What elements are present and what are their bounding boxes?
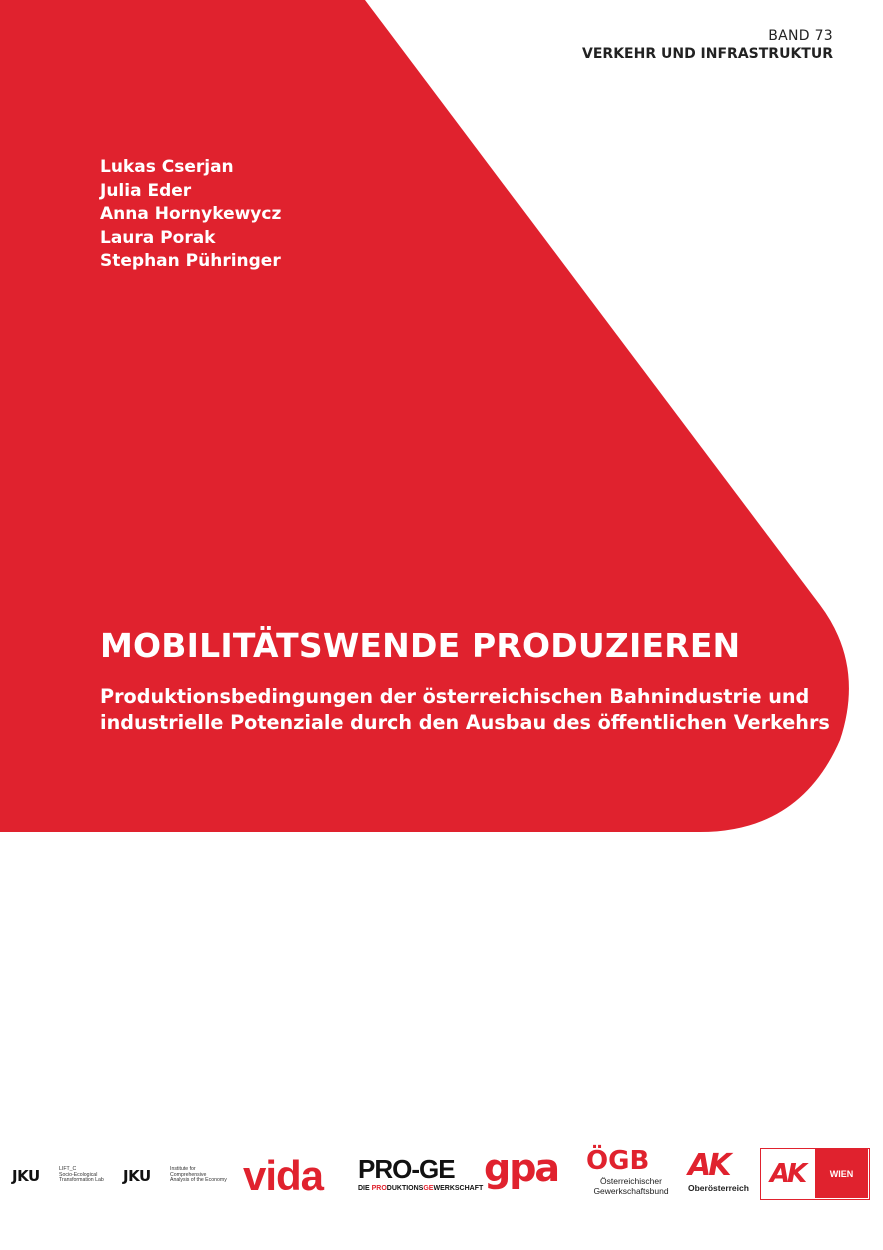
document-title: MOBILITÄTSWENDE PRODUZIEREN [100,626,741,665]
author-list [100,156,281,274]
jku-logo-text: LIFT_C Socio-Ecological Transformation Lab [59,1166,104,1184]
jku-icae-logo [123,1166,227,1185]
author-name: Laura Porak [100,227,216,248]
ak-mark: AK [769,1158,805,1189]
ak-wien-label: WIEN [815,1149,868,1198]
subtitle-line: Produktionsbedingungen der österreichischen Bahnindustrie und [100,685,810,708]
ak-ooe-label: Oberösterreich [688,1183,749,1193]
partner-logos [0,1140,883,1210]
jku-mark: JKU [12,1167,40,1185]
jku-mark: JKU [123,1167,151,1185]
author-name: Stephan Pühringer [100,251,281,271]
proge-subtitle: DIE PRODUKTIONSGEWERKSCHAFT [358,1185,484,1192]
jku-lift-c-logo [12,1166,104,1185]
author-name: Lukas Cserjan [100,157,234,177]
proge-mark: PRO-GE [358,1154,455,1184]
series-title: VERKEHR UND INFRASTRUKTUR [582,46,833,62]
series-band: BAND 73 [768,28,833,44]
proge-logo [358,1154,483,1192]
ak-mark: AK [688,1148,729,1183]
series-info [582,28,833,62]
ogb-line: Gewerkschaftsbund [593,1186,669,1196]
jku-logo-text: Institute for Comprehensive Analysis of the Economy [170,1166,227,1184]
ak-ooe-logo [688,1148,749,1193]
author-name: Anna Hornykewycz [100,204,282,224]
ogb-logo [586,1146,676,1196]
ak-wien-logo [760,1148,870,1200]
author-name: Julia Eder [100,180,192,201]
subtitle-line: industrielle Potenziale durch den Ausbau des öffentlichen Verkehrs [100,711,830,734]
document-subtitle [100,684,840,736]
vida-logo: vida [243,1152,324,1199]
gpa-logo: gpa [484,1146,559,1190]
ogb-mark: ÖGB [586,1146,650,1176]
ogb-line: Österreichischer [600,1176,662,1186]
